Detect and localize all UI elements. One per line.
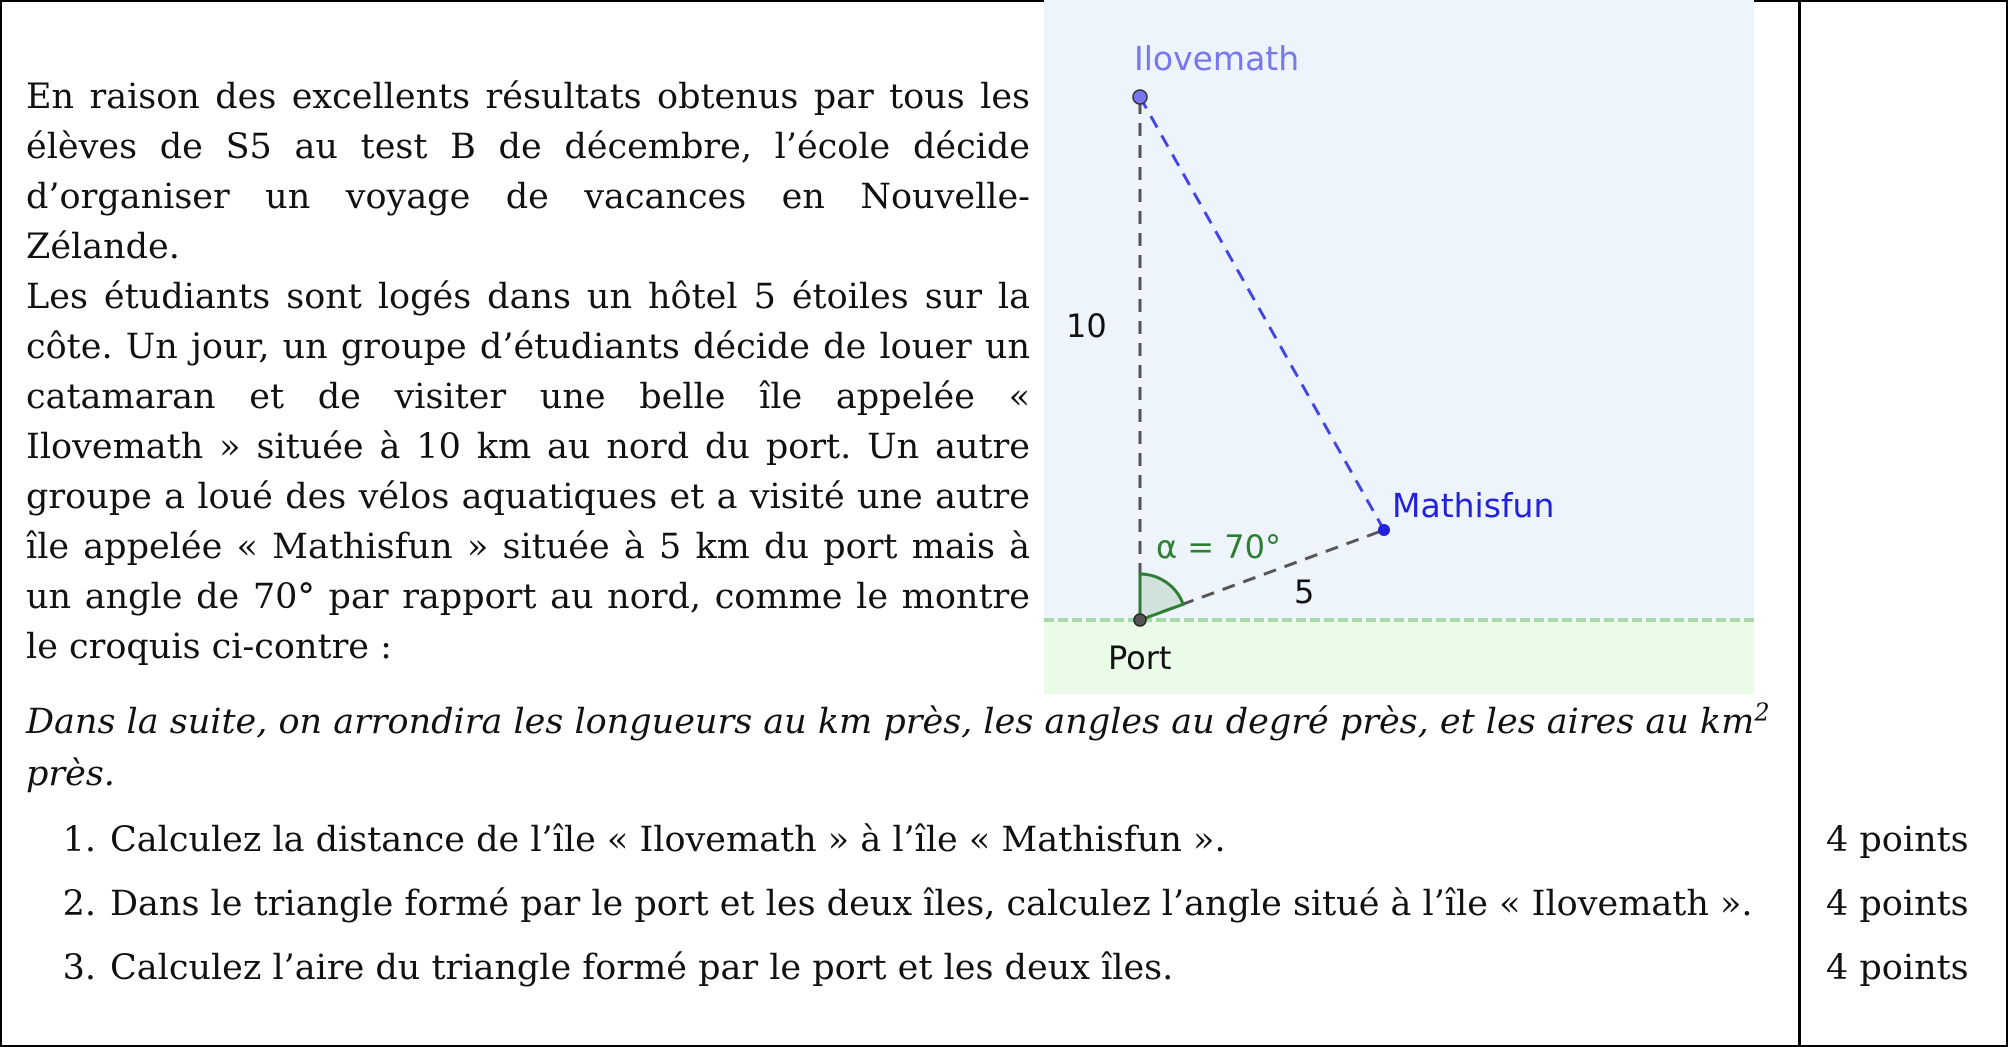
question-item (0, 808, 2008, 872)
intro-paragraph-1: En raison des excellents résultats obtenus par tous les élèves de S5 au test B de décembre, l’école décide d’organiser un voyage de vacances en Nouvelle-Zélande. (26, 77, 1030, 267)
question-text: Calculez la distance de l’île « Ilovemath » à l’île « Mathisfun ». (110, 820, 1226, 860)
question-points: 4 points (1826, 820, 1969, 860)
angle-label: α = 70° (1156, 528, 1281, 566)
port-label: Port (1108, 639, 1172, 677)
question-list (0, 808, 2008, 1000)
question-item (0, 872, 2008, 936)
question-text: Dans le triangle formé par le port et les deux îles, calculez l’angle situé à l’île « Ilovemath ». (110, 884, 1753, 924)
rounding-note-text: Dans la suite, on arrondira les longueurs au km près, les angles au degré près, et les aires au km (26, 702, 1755, 742)
exercise-statement (26, 72, 1030, 672)
sketch-svg (1044, 0, 1754, 694)
mathisfun-label: Mathisfun (1392, 486, 1555, 525)
sea-area (1044, 0, 1754, 620)
question-points: 4 points (1826, 948, 1969, 988)
rounding-note-superscript: 2 (1754, 698, 1770, 727)
ilovemath-label: Ilovemath (1134, 39, 1300, 78)
port-point (1134, 614, 1146, 626)
north-length-label: 10 (1066, 307, 1107, 345)
question-item (0, 936, 2008, 1000)
sketch-figure (1044, 0, 1754, 694)
question-number: 2. (62, 884, 96, 924)
question-points: 4 points (1826, 884, 1969, 924)
question-text: Calculez l’aire du triangle formé par le port et les deux îles. (110, 948, 1174, 988)
ilovemath-point (1133, 90, 1147, 104)
rounding-note (26, 696, 1776, 800)
question-number: 1. (62, 820, 96, 860)
port-mathisfun-length-label: 5 (1294, 573, 1315, 611)
rounding-note-end: près. (26, 754, 115, 794)
question-number: 3. (62, 948, 96, 988)
mathisfun-point (1378, 524, 1390, 536)
intro-paragraph-2: Les étudiants sont logés dans un hôtel 5 étoiles sur la côte. Un jour, un groupe d’étudiants décide de louer un catamaran et de visiter une belle île appelée « Ilovemath » située à 10 km au nord du port. Un autre groupe a loué des vélos aquatiques et a visité une autre île appelée « Mathisfun » située à 5 km du port mais à un angle de 70° par rapport au nord, comme le montre le croquis ci-contre : (26, 277, 1030, 667)
